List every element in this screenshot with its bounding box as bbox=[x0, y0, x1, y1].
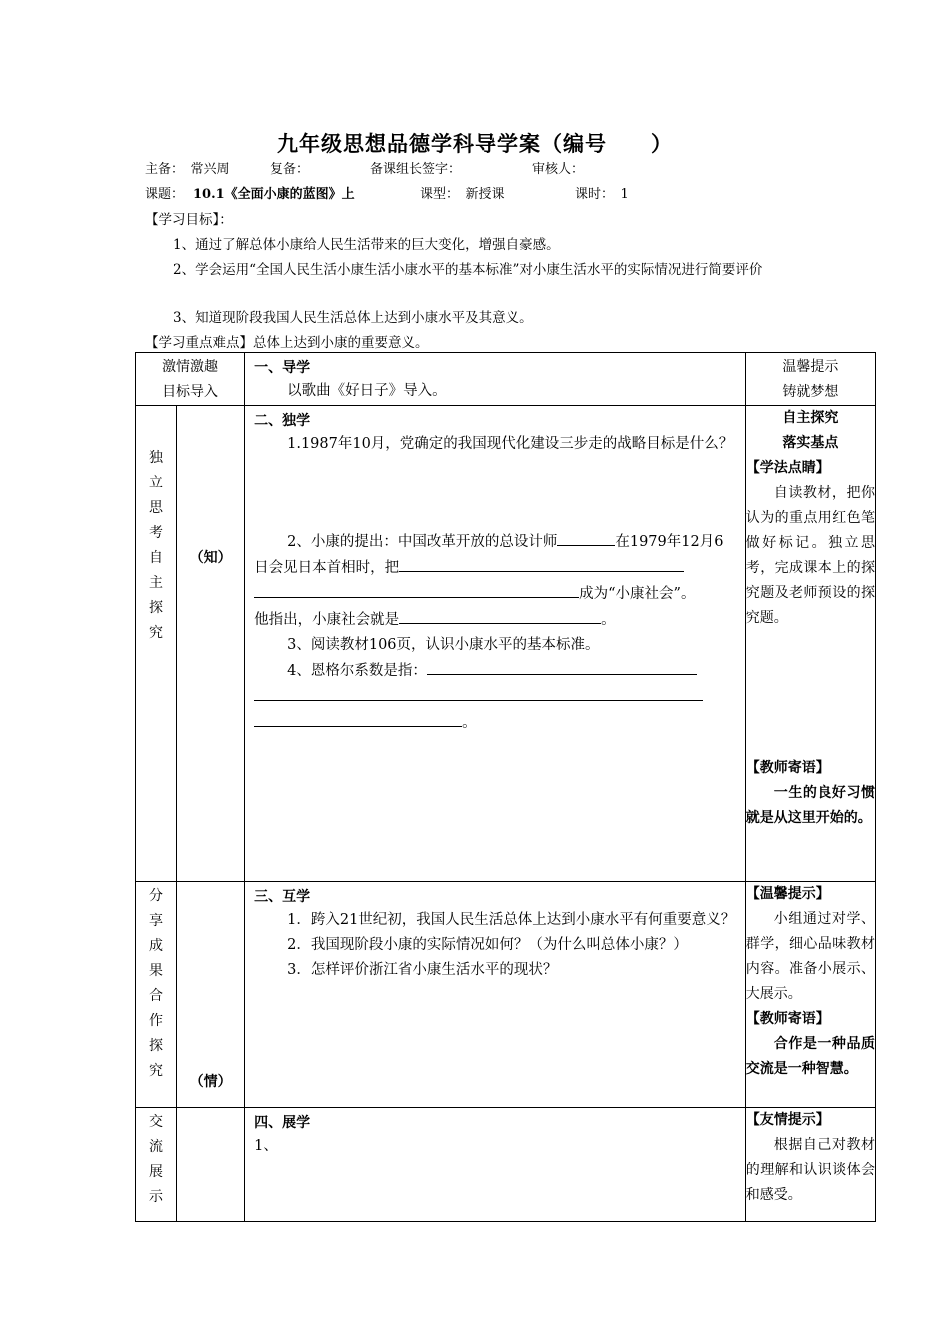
tip-head-youqing: 【友情提示】 bbox=[745, 1112, 830, 1128]
vchar: 探 bbox=[149, 600, 164, 616]
duxue-q1: 1.1987年10月，党确定的我国现代化建设三步走的战略目标是什么？ bbox=[287, 436, 734, 452]
blank-xiaokang[interactable] bbox=[399, 607, 601, 624]
blank-engel-3[interactable] bbox=[254, 710, 462, 727]
q2-part-a: 2、小康的提出：中国改革开放的总设计师 bbox=[287, 534, 558, 550]
keti-label: 课题： bbox=[145, 187, 185, 202]
vchar: 作 bbox=[149, 1013, 164, 1029]
vchar: 合 bbox=[149, 988, 164, 1004]
vchar: 分 bbox=[149, 888, 164, 904]
row4-mid bbox=[177, 1108, 245, 1222]
kexing: 课型： 新授课 bbox=[420, 187, 505, 202]
daoxue-text: 以歌曲《好日子》导入。 bbox=[287, 383, 447, 399]
row4-right bbox=[745, 1108, 875, 1222]
tip-head-xuefa: 【学法点睛】 bbox=[745, 460, 830, 476]
vchar: 果 bbox=[149, 963, 164, 979]
objective-3: 3、知道现阶段我国人民生活总体上达到小康水平及其意义。 bbox=[173, 310, 533, 326]
duxue-q2 bbox=[245, 529, 745, 581]
row1-right-line1: 温馨提示 bbox=[782, 359, 839, 375]
duxue-q4-line2 bbox=[245, 684, 745, 710]
fubei: 复备： bbox=[270, 162, 310, 177]
msg-head-teacher: 【教师寄语】 bbox=[745, 760, 830, 776]
blank-line-a[interactable] bbox=[399, 555, 684, 572]
duxue-q2-line3 bbox=[245, 607, 745, 633]
q2-part-b: 在1979年12月6日会见日本首相时，把 bbox=[254, 534, 724, 576]
zuzhang-sign: 备课组长签字： bbox=[370, 162, 462, 177]
row4-content bbox=[245, 1108, 746, 1222]
vchar: 究 bbox=[149, 1063, 164, 1079]
right-title-2: 落实基点 bbox=[782, 435, 839, 451]
row2-vertical-label bbox=[136, 406, 177, 882]
objective-1: 1、通过了解总体小康给人民生活带来的巨大变化，增强自豪感。 bbox=[173, 237, 560, 253]
vchar: 探 bbox=[149, 1038, 164, 1054]
row2-mid-label: （知） bbox=[177, 406, 245, 882]
msg-head-teacher-2: 【教师寄语】 bbox=[745, 1011, 830, 1027]
msg-teacher-2: 合作是一种品质交流是一种智慧。 bbox=[745, 1036, 875, 1077]
huxue-q3: 3．怎样评价浙江省小康生活水平的现状？ bbox=[287, 962, 558, 978]
blank-engel-1[interactable] bbox=[427, 658, 697, 675]
vchar: 交 bbox=[149, 1114, 164, 1130]
vchar: 成 bbox=[149, 938, 164, 954]
row3-content bbox=[245, 882, 746, 1108]
vchar: 究 bbox=[149, 625, 164, 641]
shenhe: 审核人： bbox=[532, 162, 585, 177]
duxue-q3: 3、阅读教材106页，认识小康水平的基本标准。 bbox=[287, 637, 600, 653]
section-zhanxue: 四、展学 bbox=[254, 1115, 311, 1131]
vchar: 主 bbox=[149, 575, 164, 591]
blank-engel-2[interactable] bbox=[254, 684, 703, 701]
zhubei: 主备： 常兴周 bbox=[145, 162, 230, 177]
duxue-q4-line3 bbox=[245, 710, 745, 736]
vchar: 示 bbox=[149, 1189, 164, 1205]
row3-mid-label: （情） bbox=[177, 882, 245, 1108]
study-table bbox=[135, 352, 876, 1222]
vchar: 享 bbox=[149, 913, 164, 929]
tip-wenxin: 小组通过对学、群学，细心品味教材内容。准备小展示、大展示。 bbox=[745, 911, 875, 1002]
huxue-q2: 2．我国现阶段小康的实际情况如何？（为什么叫总体小康？） bbox=[287, 937, 688, 953]
vchar: 立 bbox=[149, 475, 164, 491]
page-title: 九年级思想品德学科导学案（编号 ） bbox=[277, 131, 673, 156]
msg-teacher: 一生的良好习惯就是从这里开始的。 bbox=[745, 785, 875, 826]
row-zhanxue bbox=[136, 1108, 876, 1222]
row3-right bbox=[745, 882, 875, 1108]
q4-end: 。 bbox=[462, 715, 477, 731]
vchar: 流 bbox=[149, 1139, 164, 1155]
objective-2: 2、学会运用“全国人民生活小康生活小康水平的基本标准”对小康生活水平的实际情况进行简要评价 bbox=[173, 262, 763, 278]
keti-value: 10.1《全面小康的蓝图》上 bbox=[193, 187, 355, 202]
tip-youqing: 根据自己对教材的理解和认识谈体会和感受。 bbox=[745, 1137, 875, 1203]
row1-right-line2: 铸就梦想 bbox=[782, 384, 839, 400]
row2-content bbox=[245, 406, 746, 882]
huxue-q1: 1．跨入21世纪初，我国人民生活总体上达到小康水平有何重要意义？ bbox=[287, 912, 736, 928]
blank-designer[interactable] bbox=[557, 529, 615, 546]
duxue-q4 bbox=[245, 658, 745, 684]
row1-content bbox=[245, 353, 746, 406]
vchar: 展 bbox=[149, 1164, 164, 1180]
vchar: 自 bbox=[149, 550, 164, 566]
q4-label: 4、恩格尔系数是指： bbox=[287, 663, 427, 679]
vchar: 考 bbox=[149, 525, 164, 541]
vchar: 思 bbox=[149, 500, 164, 516]
tip-xuefa: 自读教材，把你认为的重点用红色笔做好标记。独立思考，完成课本上的探究题及老师预设的探究题。 bbox=[745, 485, 875, 626]
zhanxue-item-1: 1、 bbox=[254, 1138, 278, 1154]
row1-left-line1: 激情激趣 bbox=[162, 359, 219, 375]
row4-vertical-label bbox=[136, 1108, 177, 1222]
row3-vertical-label bbox=[136, 882, 177, 1108]
row-daoxue bbox=[136, 353, 876, 406]
row1-left-line2: 目标导入 bbox=[162, 384, 219, 400]
section-huxue: 三、互学 bbox=[254, 889, 311, 905]
keshi: 课时： 1 bbox=[575, 187, 629, 202]
row2-right bbox=[745, 406, 875, 882]
row-duxue bbox=[136, 406, 876, 882]
q2-part-c: 成为“小康社会”。 bbox=[579, 586, 696, 602]
duxue-q2-line2 bbox=[245, 581, 745, 607]
row-huxue bbox=[136, 882, 876, 1108]
key-points: 【学习重点难点】总体上达到小康的重要意义。 bbox=[145, 335, 429, 351]
objectives-heading: 【学习目标】： bbox=[145, 212, 233, 228]
row1-left bbox=[136, 353, 245, 406]
q2-part-e: 。 bbox=[601, 612, 616, 628]
right-title-1: 自主探究 bbox=[782, 410, 839, 426]
vchar: 独 bbox=[149, 450, 164, 466]
q2-part-d: 他指出，小康社会就是 bbox=[254, 612, 400, 628]
row1-right bbox=[745, 353, 875, 406]
blank-line-b[interactable] bbox=[254, 581, 579, 598]
section-duxue: 二、独学 bbox=[254, 413, 311, 429]
section-daoxue: 一、导学 bbox=[254, 360, 311, 376]
tip-head-wenxin: 【温馨提示】 bbox=[745, 886, 830, 902]
